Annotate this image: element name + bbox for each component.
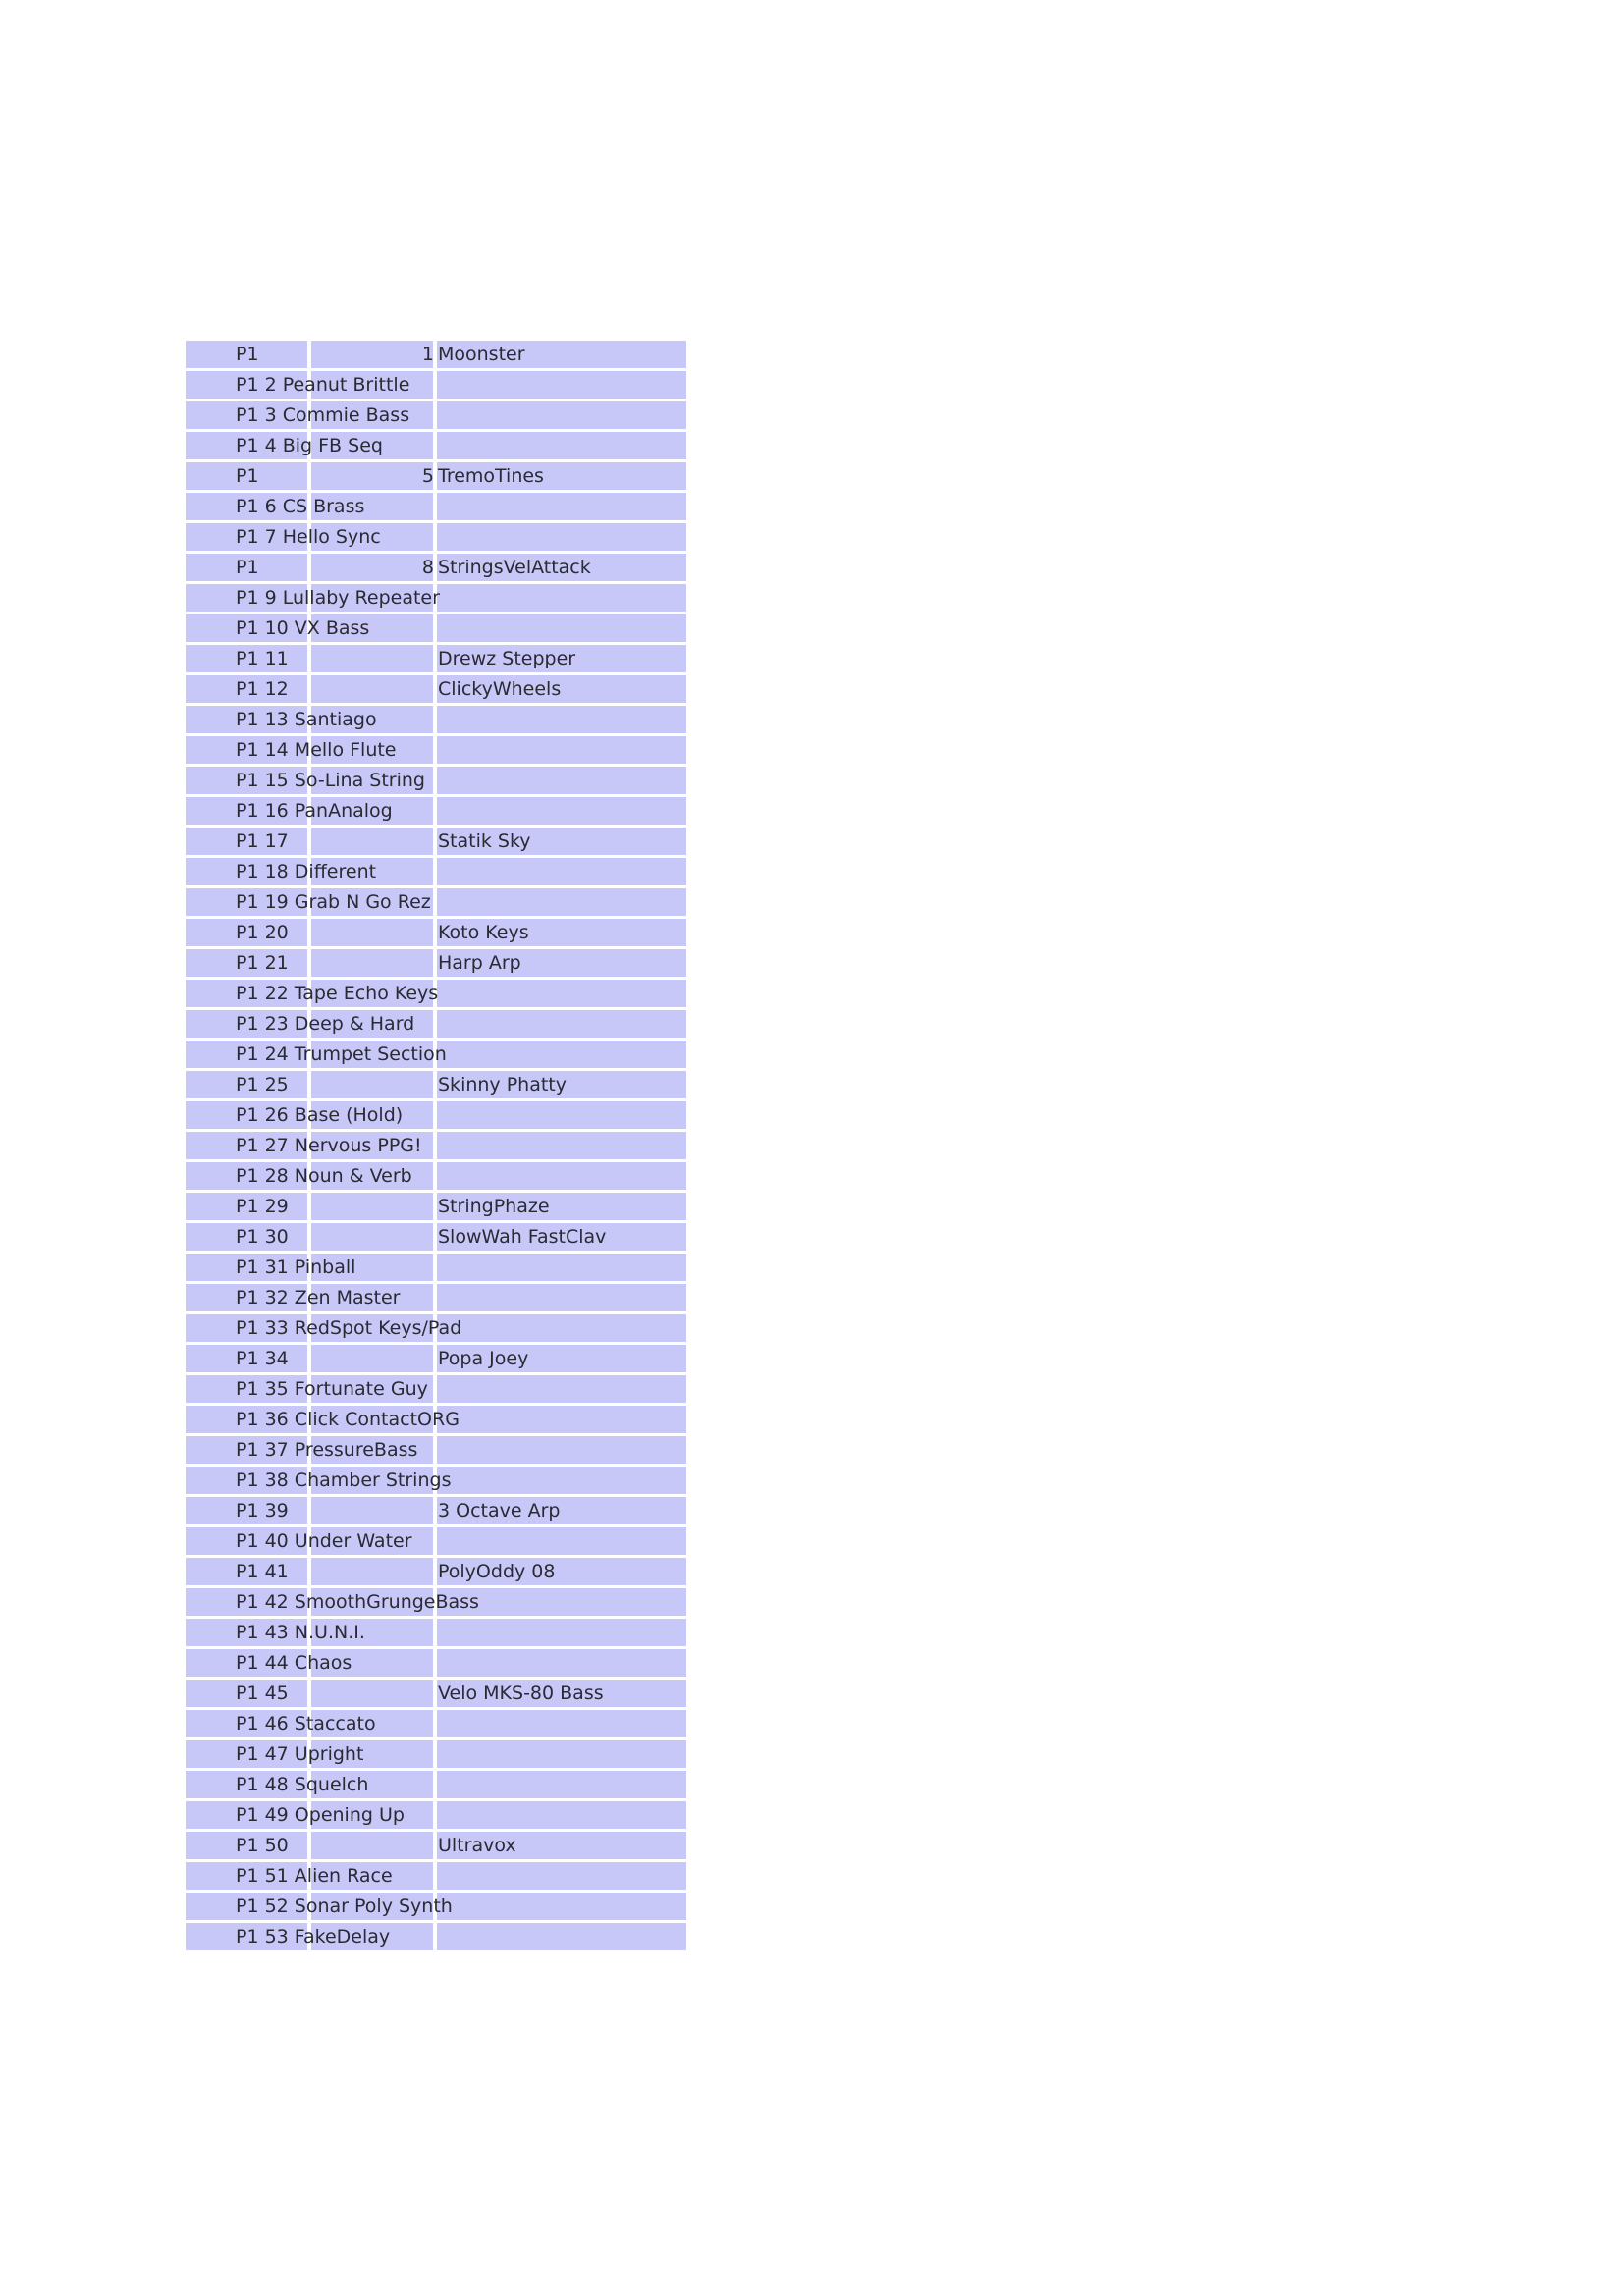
table-row: [186, 1406, 686, 1433]
patch-program-text: P1 28 Noun & Verb: [236, 1165, 412, 1187]
patch-number: [186, 1375, 434, 1403]
patch-program-text: P1 24 Trumpet Section: [236, 1043, 447, 1065]
patch-program-text: P1 17: [236, 830, 289, 852]
table-row: [186, 1771, 686, 1798]
table-row: [186, 1041, 686, 1068]
table-row: [186, 675, 686, 703]
patch-number: [186, 797, 434, 825]
table-row: [186, 523, 686, 551]
table-cell-col-3: [437, 1254, 686, 1281]
table-row: [186, 1345, 686, 1372]
table-row: [186, 1832, 686, 1859]
table-row: [186, 371, 686, 399]
table-cell-col-3: [437, 767, 686, 794]
patch-program-text: P1 37 PressureBass: [236, 1439, 418, 1461]
patch-name: Statik Sky: [438, 830, 531, 852]
patch-program-text: P1 45: [236, 1682, 289, 1704]
patch-name: StringPhaze: [438, 1196, 550, 1217]
table-cell-col-3: [437, 1010, 686, 1038]
table-row: [186, 614, 686, 642]
table-row: [186, 1132, 686, 1159]
table-row: [186, 797, 686, 825]
patch-program-text: P1 6 CS Brass: [236, 496, 365, 517]
table-row: [186, 1740, 686, 1768]
patch-program-text: P1 41: [236, 1561, 289, 1582]
table-cell-col-3: [437, 493, 686, 520]
patch-program-text: P1 7 Hello Sync: [236, 526, 381, 548]
table-cell-col-3: [437, 1740, 686, 1768]
patch-number: [186, 1771, 434, 1798]
table-row: [186, 1254, 686, 1281]
patch-number: [186, 767, 434, 794]
patch-program-text: P1: [236, 465, 259, 487]
table-row: [186, 554, 686, 581]
table-row: [186, 1649, 686, 1677]
patch-number: [186, 614, 434, 642]
table-cell-col-3: [437, 797, 686, 825]
patch-number: [186, 1254, 434, 1281]
table-cell-col-3: [437, 1710, 686, 1737]
patch-number: [186, 1923, 434, 1950]
table-cell-col-3: [437, 1801, 686, 1829]
patch-program-text: P1 50: [236, 1835, 289, 1856]
table-cell-col-3: [437, 1284, 686, 1311]
patch-program-text: P1 14 Mello Flute: [236, 739, 397, 761]
patch-program-text: P1 36 Click ContactORG: [236, 1409, 460, 1430]
patch-name: Velo MKS-80 Bass: [438, 1682, 604, 1704]
table-row: [186, 736, 686, 764]
patch-program-text: P1 40 Under Water: [236, 1530, 412, 1552]
patch-program-text: P1 35 Fortunate Guy: [236, 1378, 428, 1400]
patch-name: Koto Keys: [438, 922, 529, 943]
patch-program-text: P1 20: [236, 922, 289, 943]
table-row: [186, 1467, 686, 1494]
table-cell-col-3: [437, 736, 686, 764]
table-cell-col-3: [437, 1406, 686, 1433]
table-row: [186, 949, 686, 977]
patch-number: [186, 1193, 434, 1220]
patch-number: [186, 828, 434, 855]
patch-program-text: P1 13 Santiago: [236, 709, 377, 730]
table-cell-col-3: [437, 1527, 686, 1555]
table-cell-col-3: [437, 1314, 686, 1342]
patch-program-text: P1 12: [236, 678, 289, 700]
patch-number: [186, 401, 434, 429]
table-row: [186, 1619, 686, 1646]
patch-program-text: P1 43 N.U.N.I.: [236, 1622, 365, 1643]
patch-program-text: P1 10 VX Bass: [236, 617, 370, 639]
patch-program-text: P1 25: [236, 1074, 289, 1095]
patch-program-text: P1 46 Staccato: [236, 1713, 376, 1735]
table-cell-col-3: [437, 1436, 686, 1464]
table-cell-col-3: [437, 614, 686, 642]
patch-program-text: P1 44 Chaos: [236, 1652, 352, 1674]
table-cell-col-3: [437, 371, 686, 399]
patch-name: PolyOddy 08: [438, 1561, 556, 1582]
table-row: [186, 1893, 686, 1920]
patch-program-text: P1 27 Nervous PPG!: [236, 1135, 422, 1156]
patch-program-text: P1 48 Squelch: [236, 1774, 369, 1795]
table-cell-col-3: [437, 980, 686, 1007]
table-cell-col-3: [437, 401, 686, 429]
patch-program-text: P1 16 PanAnalog: [236, 800, 393, 822]
patch-name: StringsVelAttack: [438, 557, 591, 578]
table-cell-col-3: [437, 584, 686, 612]
patch-number: [186, 980, 434, 1007]
patch-number: [186, 1527, 434, 1555]
table-row: [186, 919, 686, 946]
table-cell-col-3: [437, 1771, 686, 1798]
patch-program-text: P1 11: [236, 648, 289, 669]
table-cell-col-3: [437, 523, 686, 551]
patch-number: [186, 1619, 434, 1646]
patch-number: [186, 1558, 434, 1585]
patch-number: [186, 1101, 434, 1129]
table-row: [186, 1527, 686, 1555]
patch-number: [186, 1893, 434, 1920]
patch-name: Skinny Phatty: [438, 1074, 567, 1095]
patch-program-text: P1 26 Base (Hold): [236, 1104, 404, 1126]
patch-program-text: P1: [236, 344, 259, 365]
patch-number: [186, 1801, 434, 1829]
patch-program-text: P1 21: [236, 952, 289, 974]
table-cell-col-3: [437, 1893, 686, 1920]
patch-number: [186, 1406, 434, 1433]
table-row: [186, 1101, 686, 1129]
table-row: [186, 432, 686, 459]
patch-program-text: P1 39: [236, 1500, 289, 1522]
patch-number: [186, 1862, 434, 1890]
patch-number: [186, 736, 434, 764]
table-cell-col-3: [437, 1375, 686, 1403]
table-cell-col-3: [437, 1862, 686, 1890]
patch-name: Popa Joey: [438, 1348, 529, 1369]
patch-number: [186, 1680, 434, 1707]
patch-program-text: P1 30: [236, 1226, 289, 1248]
table-row: [186, 706, 686, 733]
patch-number: [186, 371, 434, 399]
patch-list-table: [186, 341, 686, 1953]
patch-program-text: P1 3 Commie Bass: [236, 404, 410, 426]
table-row: [186, 858, 686, 885]
patch-program-text: P1 4 Big FB Seq: [236, 435, 383, 456]
patch-number: [186, 1740, 434, 1768]
patch-number: [186, 706, 434, 733]
table-row: [186, 645, 686, 672]
table-cell-col-3: [437, 1162, 686, 1190]
patch-number: [186, 1345, 434, 1372]
table-row: [186, 1314, 686, 1342]
patch-number: [186, 1284, 434, 1311]
patch-number: [186, 858, 434, 885]
table-cell-col-3: [437, 858, 686, 885]
table-row: [186, 462, 686, 490]
patch-number: [186, 1436, 434, 1464]
patch-number: [186, 1832, 434, 1859]
table-row: [186, 1436, 686, 1464]
patch-program-text: P1 15 So-Lina String: [236, 770, 425, 791]
patch-name: Moonster: [438, 344, 525, 365]
patch-number: [186, 1649, 434, 1677]
patch-program-text: P1 52 Sonar Poly Synth: [236, 1896, 453, 1917]
patch-name: SlowWah FastClav: [438, 1226, 607, 1248]
patch-program-text: P1 49 Opening Up: [236, 1804, 405, 1826]
table-row: [186, 767, 686, 794]
table-cell-col-3: [437, 1101, 686, 1129]
patch-number: [186, 1071, 434, 1098]
patch-program-text: P1 19 Grab N Go Rez: [236, 891, 431, 913]
patch-name: 3 Octave Arp: [438, 1500, 561, 1522]
table-cell-col-3: [437, 1619, 686, 1646]
table-row: [186, 1193, 686, 1220]
patch-name: Ultravox: [438, 1835, 516, 1856]
table-row: [186, 1284, 686, 1311]
table-row: [186, 584, 686, 612]
table-row: [186, 1497, 686, 1524]
patch-number: [186, 919, 434, 946]
table-row: [186, 828, 686, 855]
table-cell-col-3: [437, 1923, 686, 1950]
table-row: [186, 1010, 686, 1038]
patch-number: 1: [421, 344, 434, 365]
patch-program-text: P1 38 Chamber Strings: [236, 1469, 452, 1491]
patch-number: [186, 1710, 434, 1737]
patch-program-text: P1 9 Lullaby Repeater: [236, 587, 440, 609]
patch-number: [186, 888, 434, 916]
table-row: [186, 1680, 686, 1707]
patch-number: [186, 1223, 434, 1251]
patch-program-text: P1: [236, 557, 259, 578]
patch-program-text: P1 53 FakeDelay: [236, 1926, 391, 1948]
table-cell-col-3: [437, 1467, 686, 1494]
patch-number: [186, 949, 434, 977]
patch-number: [186, 675, 434, 703]
patch-name: ClickyWheels: [438, 678, 562, 700]
patch-name: TremoTines: [438, 465, 544, 487]
patch-name: Drewz Stepper: [438, 648, 576, 669]
table-cell-col-3: [437, 1649, 686, 1677]
table-row: [186, 1071, 686, 1098]
table-cell-col-3: [437, 1041, 686, 1068]
table-row: [186, 1558, 686, 1585]
patch-number: [186, 645, 434, 672]
table-row: [186, 1375, 686, 1403]
patch-number: 5: [421, 465, 434, 487]
patch-number: [186, 1588, 434, 1616]
table-row: [186, 493, 686, 520]
patch-program-text: P1 32 Zen Master: [236, 1287, 401, 1308]
patch-program-text: P1 31 Pinball: [236, 1256, 356, 1278]
table-row: [186, 1710, 686, 1737]
patch-program-text: P1 33 RedSpot Keys/Pad: [236, 1317, 462, 1339]
patch-number: [186, 1132, 434, 1159]
patch-program-text: P1 47 Upright: [236, 1743, 364, 1765]
table-row: [186, 888, 686, 916]
patch-number: [186, 1162, 434, 1190]
table-row: [186, 1162, 686, 1190]
patch-number: [186, 523, 434, 551]
patch-program-text: P1 23 Deep & Hard: [236, 1013, 415, 1035]
table-row: [186, 1923, 686, 1950]
patch-program-text: P1 29: [236, 1196, 289, 1217]
patch-program-text: P1 18 Different: [236, 861, 377, 882]
table-cell-col-3: [437, 706, 686, 733]
table-row: [186, 1223, 686, 1251]
table-row: [186, 341, 686, 368]
patch-number: [186, 432, 434, 459]
table-cell-col-3: [437, 432, 686, 459]
patch-program-text: P1 42 SmoothGrungeBass: [236, 1591, 479, 1613]
patch-number: [186, 1314, 434, 1342]
table-row: [186, 980, 686, 1007]
table-row: [186, 401, 686, 429]
table-row: [186, 1801, 686, 1829]
patch-number: [186, 1010, 434, 1038]
patch-number: [186, 584, 434, 612]
patch-number: [186, 1467, 434, 1494]
patch-number: [186, 493, 434, 520]
patch-program-text: P1 2 Peanut Brittle: [236, 374, 410, 396]
table-cell-col-3: [437, 1132, 686, 1159]
patch-number: [186, 1497, 434, 1524]
patch-program-text: P1 51 Alien Race: [236, 1865, 393, 1887]
patch-number: 8: [421, 557, 434, 578]
patch-program-text: P1 22 Tape Echo Keys: [236, 983, 439, 1004]
table-cell-col-3: [437, 888, 686, 916]
patch-number: [186, 1041, 434, 1068]
table-row: [186, 1862, 686, 1890]
patch-name: Harp Arp: [438, 952, 521, 974]
table-row: [186, 1588, 686, 1616]
patch-program-text: P1 34: [236, 1348, 289, 1369]
